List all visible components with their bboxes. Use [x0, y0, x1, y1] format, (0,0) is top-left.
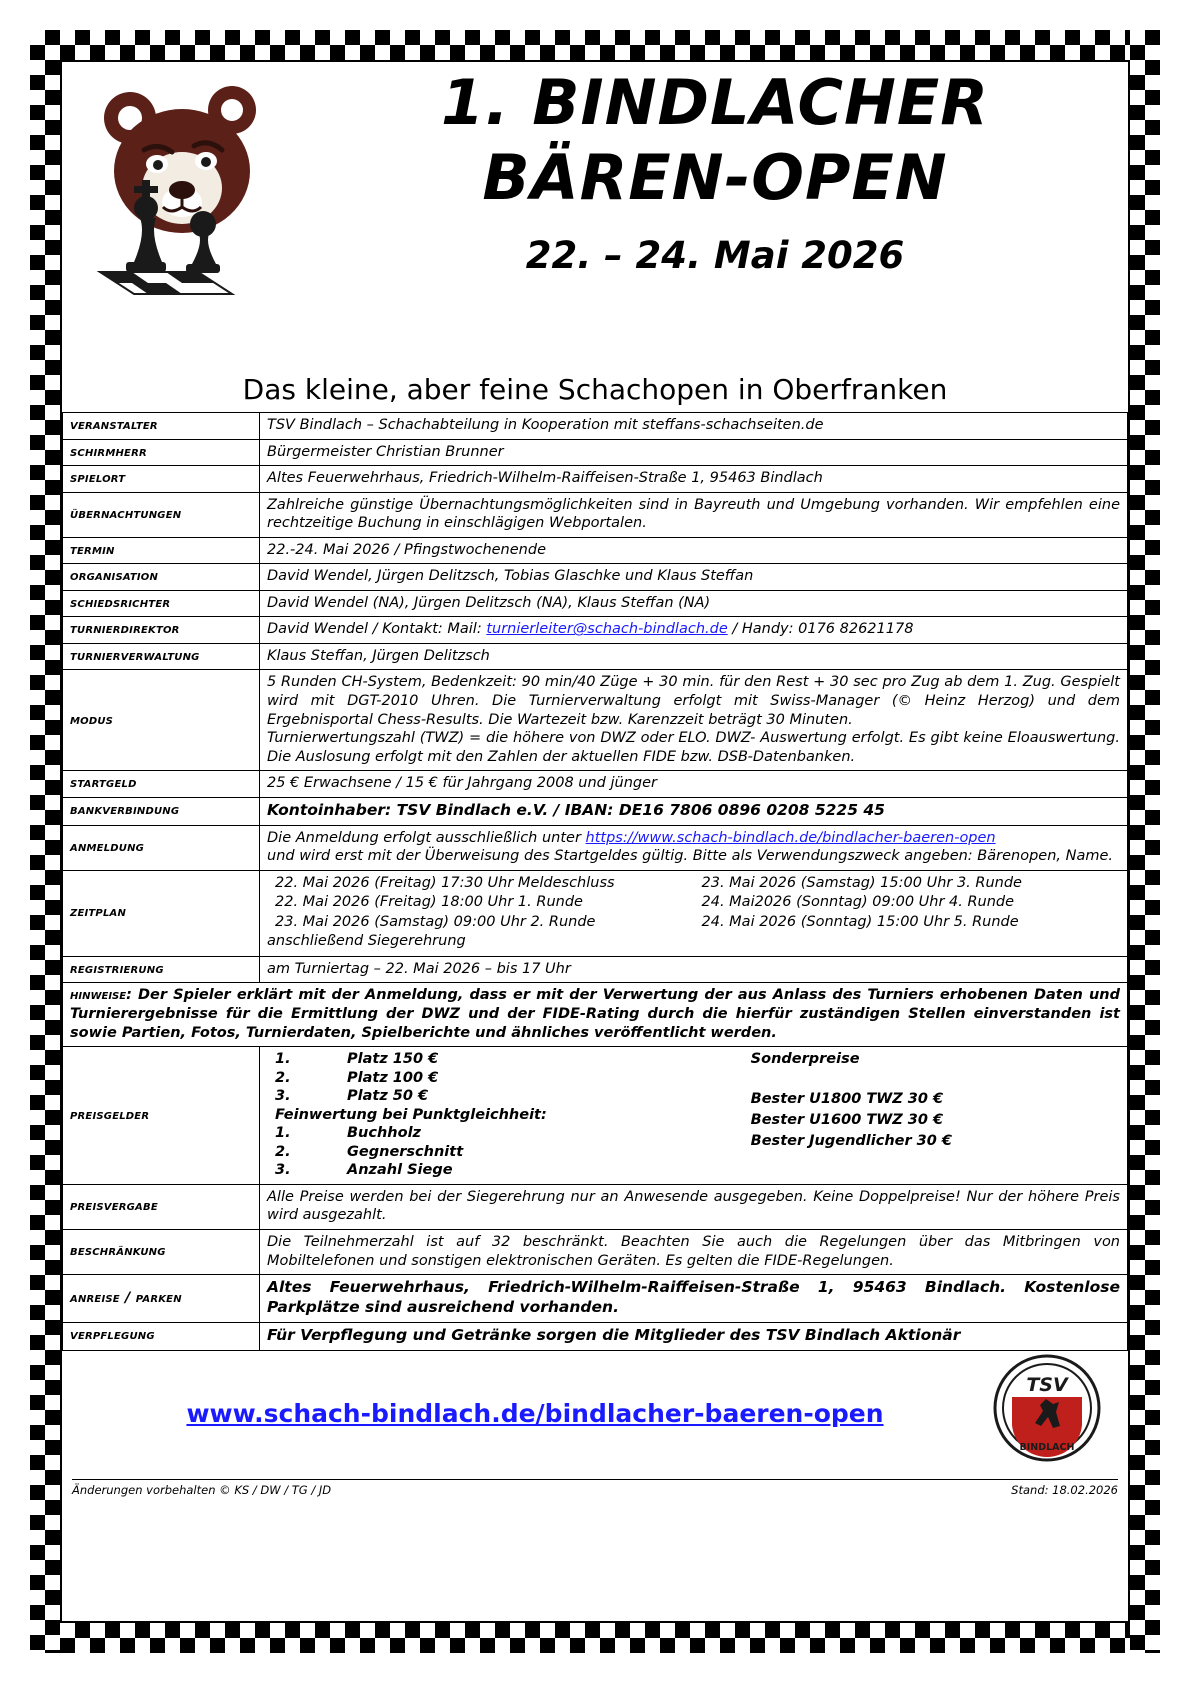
row-label-organisation: organisation	[63, 564, 260, 591]
prize-item	[267, 1087, 745, 1106]
table-row	[63, 825, 1128, 870]
table-row	[63, 564, 1128, 591]
modus-paragraph-1: 5 Runden CH-System, Bedenkzeit: 90 min/40 Züge + 30 min. für den Rest + 30 sec pro Zug ab dem 1. Zug. Gespielt wird mit DGT-2010 Uhren. Die Turnierverwaltung erfolgt mit Swiss-Manager (© Heinz Herzog) und dem Ergebnisportal Chess-Results. Die Wartezeit bzw. Karenzzeit beträgt 30 Minuten.	[267, 674, 1120, 728]
zeitplan-item: 23. Mai 2026 (Samstag) 15:00 Uhr 3. Runde	[701, 874, 1022, 891]
hinweise-label: hinweise:	[70, 987, 132, 1004]
checker-border-top	[30, 30, 1160, 60]
poster-header	[62, 62, 1128, 412]
row-label-zeitplan: zeitplan	[63, 870, 260, 956]
table-row	[63, 537, 1128, 564]
tiebreak-item	[267, 1124, 745, 1143]
row-label-termin: termin	[63, 537, 260, 564]
svg-text:TSV: TSV	[1026, 1373, 1068, 1396]
checker-border-right	[1130, 30, 1160, 1653]
row-value-startgeld: 25 € Erwachsene / 15 € für Jahrgang 2008 und jünger	[260, 771, 1128, 798]
row-label-turnierdirektor: turnierdirektor	[63, 617, 260, 644]
row-label-startgeld: startgeld	[63, 771, 260, 798]
zeitplan-item: 24. Mai2026 (Sonntag) 09:00 Uhr 4. Runde	[701, 894, 1015, 911]
prize-list	[267, 1050, 745, 1180]
tiebreak-title: Feinwertung bei Punktgleichheit:	[275, 1106, 547, 1123]
special-prizes-title: Sonderpreise	[750, 1051, 860, 1068]
row-value-organisation: David Wendel, Jürgen Delitzsch, Tobias Glaschke und Klaus Steffan	[260, 564, 1128, 591]
tiebreak-text: Buchholz	[347, 1125, 421, 1142]
table-row	[63, 771, 1128, 798]
prize-item	[267, 1050, 745, 1069]
table-row	[63, 956, 1128, 983]
poster-title-line2: BÄREN-OPEN	[482, 140, 948, 214]
poster-footer	[62, 1351, 1128, 1501]
poster-dates: 22. – 24. Mai 2026	[525, 233, 905, 277]
turnierdirektor-post: / Handy: 0176 82621178	[727, 621, 914, 638]
row-label-preisgelder: preisgelder	[63, 1047, 260, 1185]
zeitplan-item: 22. Mai 2026 (Freitag) 17:30 Uhr Meldeschluss	[275, 874, 615, 891]
row-value-veranstalter: TSV Bindlach – Schachabteilung in Kooperation mit steffans-schachseiten.de	[260, 413, 1128, 440]
row-value-zeitplan	[260, 870, 1128, 956]
footer-copyright: Änderungen vorbehalten © KS / DW / TG / JD	[72, 1482, 332, 1497]
checker-border-left	[30, 30, 60, 1653]
row-value-uebernachtungen: Zahlreiche günstige Übernachtungsmöglichkeiten sind in Bayreuth und Umgebung vorhanden. Wir empfehlen eine rechtzeitige Buchung in einschlägigen Webportalen.	[260, 492, 1128, 537]
row-label-preisvergabe: preisvergabe	[63, 1184, 260, 1229]
row-label-anmeldung: anmeldung	[63, 825, 260, 870]
tiebreak-text: Anzahl Siege	[347, 1162, 453, 1179]
table-row	[63, 617, 1128, 644]
table-row	[63, 1184, 1128, 1229]
table-row	[63, 439, 1128, 466]
tiebreak-text: Gegnerschnitt	[347, 1143, 464, 1160]
table-row	[63, 1322, 1128, 1350]
footer-version-date: Stand: 18.02.2026	[1011, 1482, 1118, 1497]
modus-paragraph-2: Turnierwertungszahl (TWZ) = die höhere von DWZ oder ELO. DWZ- Auswertung erfolgt. Es gibt keine Eloauswertung. Die Auslosung erfolgt mit den Zahlen der aktuellen FIDE bzw. DSB-Datenbanken.	[267, 730, 1120, 765]
prize-rank: 3.	[275, 1088, 291, 1105]
bear-chess-logo-icon	[72, 70, 322, 311]
svg-text:BINDLACH: BINDLACH	[1019, 1441, 1075, 1453]
email-link[interactable]: turnierleiter@schach-bindlach.de	[486, 621, 728, 638]
row-value-turnierverwaltung: Klaus Steffan, Jürgen Delitzsch	[260, 643, 1128, 670]
prize-text: Platz 150 €	[347, 1051, 439, 1068]
footer-meta	[72, 1479, 1118, 1497]
title-block	[322, 66, 1118, 277]
zeitplan-column-right	[694, 874, 1121, 952]
row-label-veranstalter: veranstalter	[63, 413, 260, 440]
special-prize-item: Bester U1600 TWZ 30 €	[750, 1111, 944, 1128]
row-value-registrierung: am Turniertag – 22. Mai 2026 – bis 17 Uhr	[260, 956, 1128, 983]
row-label-beschraenkung: beschränkung	[63, 1229, 260, 1274]
table-row	[63, 670, 1128, 771]
checker-border-bottom	[30, 1623, 1160, 1653]
prize-item	[267, 1069, 745, 1088]
row-value-modus	[260, 670, 1128, 771]
row-label-bankverbindung: bankverbindung	[63, 797, 260, 825]
info-table	[62, 412, 1128, 1351]
poster-subtitle: Das kleine, aber feine Schachopen in Oberfranken	[242, 373, 948, 406]
zeitplan-item: 23. Mai 2026 (Samstag) 09:00 Uhr 2. Runde	[275, 913, 596, 930]
tsv-bindlach-logo-icon	[992, 1353, 1102, 1463]
table-row	[63, 983, 1128, 1047]
table-row	[63, 870, 1128, 956]
table-row	[63, 797, 1128, 825]
row-label-uebernachtungen: übernachtungen	[63, 492, 260, 537]
zeitplan-item: 22. Mai 2026 (Freitag) 18:00 Uhr 1. Runde	[275, 894, 583, 911]
table-row	[63, 643, 1128, 670]
anmeldung-line-2: und wird erst mit der Überweisung des Startgeldes gültig. Bitte als Verwendungszweck angeben: Bärenopen, Name.	[267, 848, 1113, 865]
turnierdirektor-pre: David Wendel / Kontakt: Mail:	[267, 621, 487, 638]
prize-grid	[267, 1050, 1120, 1180]
row-value-beschraenkung: Die Teilnehmerzahl ist auf 32 beschränkt. Beachten Sie auch die Regelungen über das Mitbringen von Mobiltelefonen und sonstigen elektronischen Geräten. Es gelten die FIDE-Regelungen.	[260, 1229, 1128, 1274]
row-label-verpflegung: verpflegung	[63, 1322, 260, 1350]
table-row	[63, 590, 1128, 617]
tiebreak-rank: 1.	[275, 1125, 291, 1142]
row-value-anmeldung	[260, 825, 1128, 870]
tiebreak-item	[267, 1143, 745, 1162]
row-value-schiedsrichter: David Wendel (NA), Jürgen Delitzsch (NA), Klaus Steffan (NA)	[260, 590, 1128, 617]
row-value-verpflegung: Für Verpflegung und Getränke sorgen die Mitglieder des TSV Bindlach Aktionär	[260, 1322, 1128, 1350]
tiebreak-item	[267, 1161, 745, 1180]
anmeldung-pre: Die Anmeldung erfolgt ausschließlich unter	[267, 829, 586, 846]
prize-rank: 1.	[275, 1051, 291, 1068]
row-label-spielort: spielort	[63, 466, 260, 493]
table-row	[63, 1229, 1128, 1274]
zeitplan-item: anschließend Siegerehrung	[267, 933, 466, 950]
table-row	[63, 413, 1128, 440]
prize-rank: 2.	[275, 1069, 291, 1086]
row-hinweise	[63, 983, 1128, 1047]
table-row	[63, 466, 1128, 493]
zeitplan-item: 24. Mai 2026 (Sonntag) 15:00 Uhr 5. Runde	[701, 913, 1019, 930]
special-prize-item: Bester U1800 TWZ 30 €	[750, 1090, 944, 1107]
row-value-preisvergabe: Alle Preise werden bei der Siegerehrung nur an Anwesende ausgegeben. Keine Doppelpreise! Nur der höhere Preis wird ausgezahlt.	[260, 1184, 1128, 1229]
row-value-schirmherr: Bürgermeister Christian Brunner	[260, 439, 1128, 466]
tiebreak-rank: 2.	[275, 1143, 291, 1160]
row-label-registrierung: registrierung	[63, 956, 260, 983]
special-prize-item: Bester Jugendlicher 30 €	[750, 1132, 952, 1149]
special-prizes	[745, 1050, 1120, 1180]
row-value-spielort: Altes Feuerwehrhaus, Friedrich-Wilhelm-Raiffeisen-Straße 1, 95463 Bindlach	[260, 466, 1128, 493]
row-value-turnierdirektor	[260, 617, 1128, 644]
anmeldung-line-1	[267, 829, 1120, 848]
row-value-anreise-parken: Altes Feuerwehrhaus, Friedrich-Wilhelm-Raiffeisen-Straße 1, 95463 Bindlach. Kostenlose Parkplätze sind ausreichend vorhanden.	[260, 1275, 1128, 1323]
row-label-schiedsrichter: schiedsrichter	[63, 590, 260, 617]
tiebreak-rank: 3.	[275, 1162, 291, 1179]
table-row	[63, 1275, 1128, 1323]
row-value-preisgelder	[260, 1047, 1128, 1185]
zeitplan-column-left	[267, 874, 694, 952]
website-link[interactable]: www.schach-bindlach.de/bindlacher-baeren-open	[186, 1398, 884, 1428]
table-row	[63, 492, 1128, 537]
row-value-bankverbindung: Kontoinhaber: TSV Bindlach e.V. / IBAN: DE16 7806 0896 0208 5225 45	[260, 797, 1128, 825]
table-row	[63, 1047, 1128, 1185]
poster-title-line1: 1. BINDLACHER	[440, 66, 990, 139]
prize-text: Platz 50 €	[347, 1088, 429, 1105]
row-label-modus: modus	[63, 670, 260, 771]
row-label-turnierverwaltung: turnierverwaltung	[63, 643, 260, 670]
poster-content	[60, 60, 1130, 1623]
hinweise-text: Der Spieler erklärt mit der Anmeldung, dass er mit der Verwertung der aus Anlass des Turniers erhobenen Daten und Turnierergebnisse für die Ermittlung der DWZ und der FIDE-Rating durch die hierfür zuständigen Stellen einverstanden ist sowie Partien, Fotos, Turnierdaten, Spielberichte und ähnliches veröffentlicht werden.	[70, 987, 1120, 1041]
row-label-anreise-parken: anreise / parken	[63, 1275, 260, 1323]
row-value-termin: 22.-24. Mai 2026 / Pfingstwochenende	[260, 537, 1128, 564]
registration-url-link[interactable]: https://www.schach-bindlach.de/bindlacher-baeren-open	[585, 829, 996, 846]
zeitplan-grid	[267, 874, 1120, 952]
prize-text: Platz 100 €	[347, 1069, 439, 1086]
row-label-schirmherr: schirmherr	[63, 439, 260, 466]
